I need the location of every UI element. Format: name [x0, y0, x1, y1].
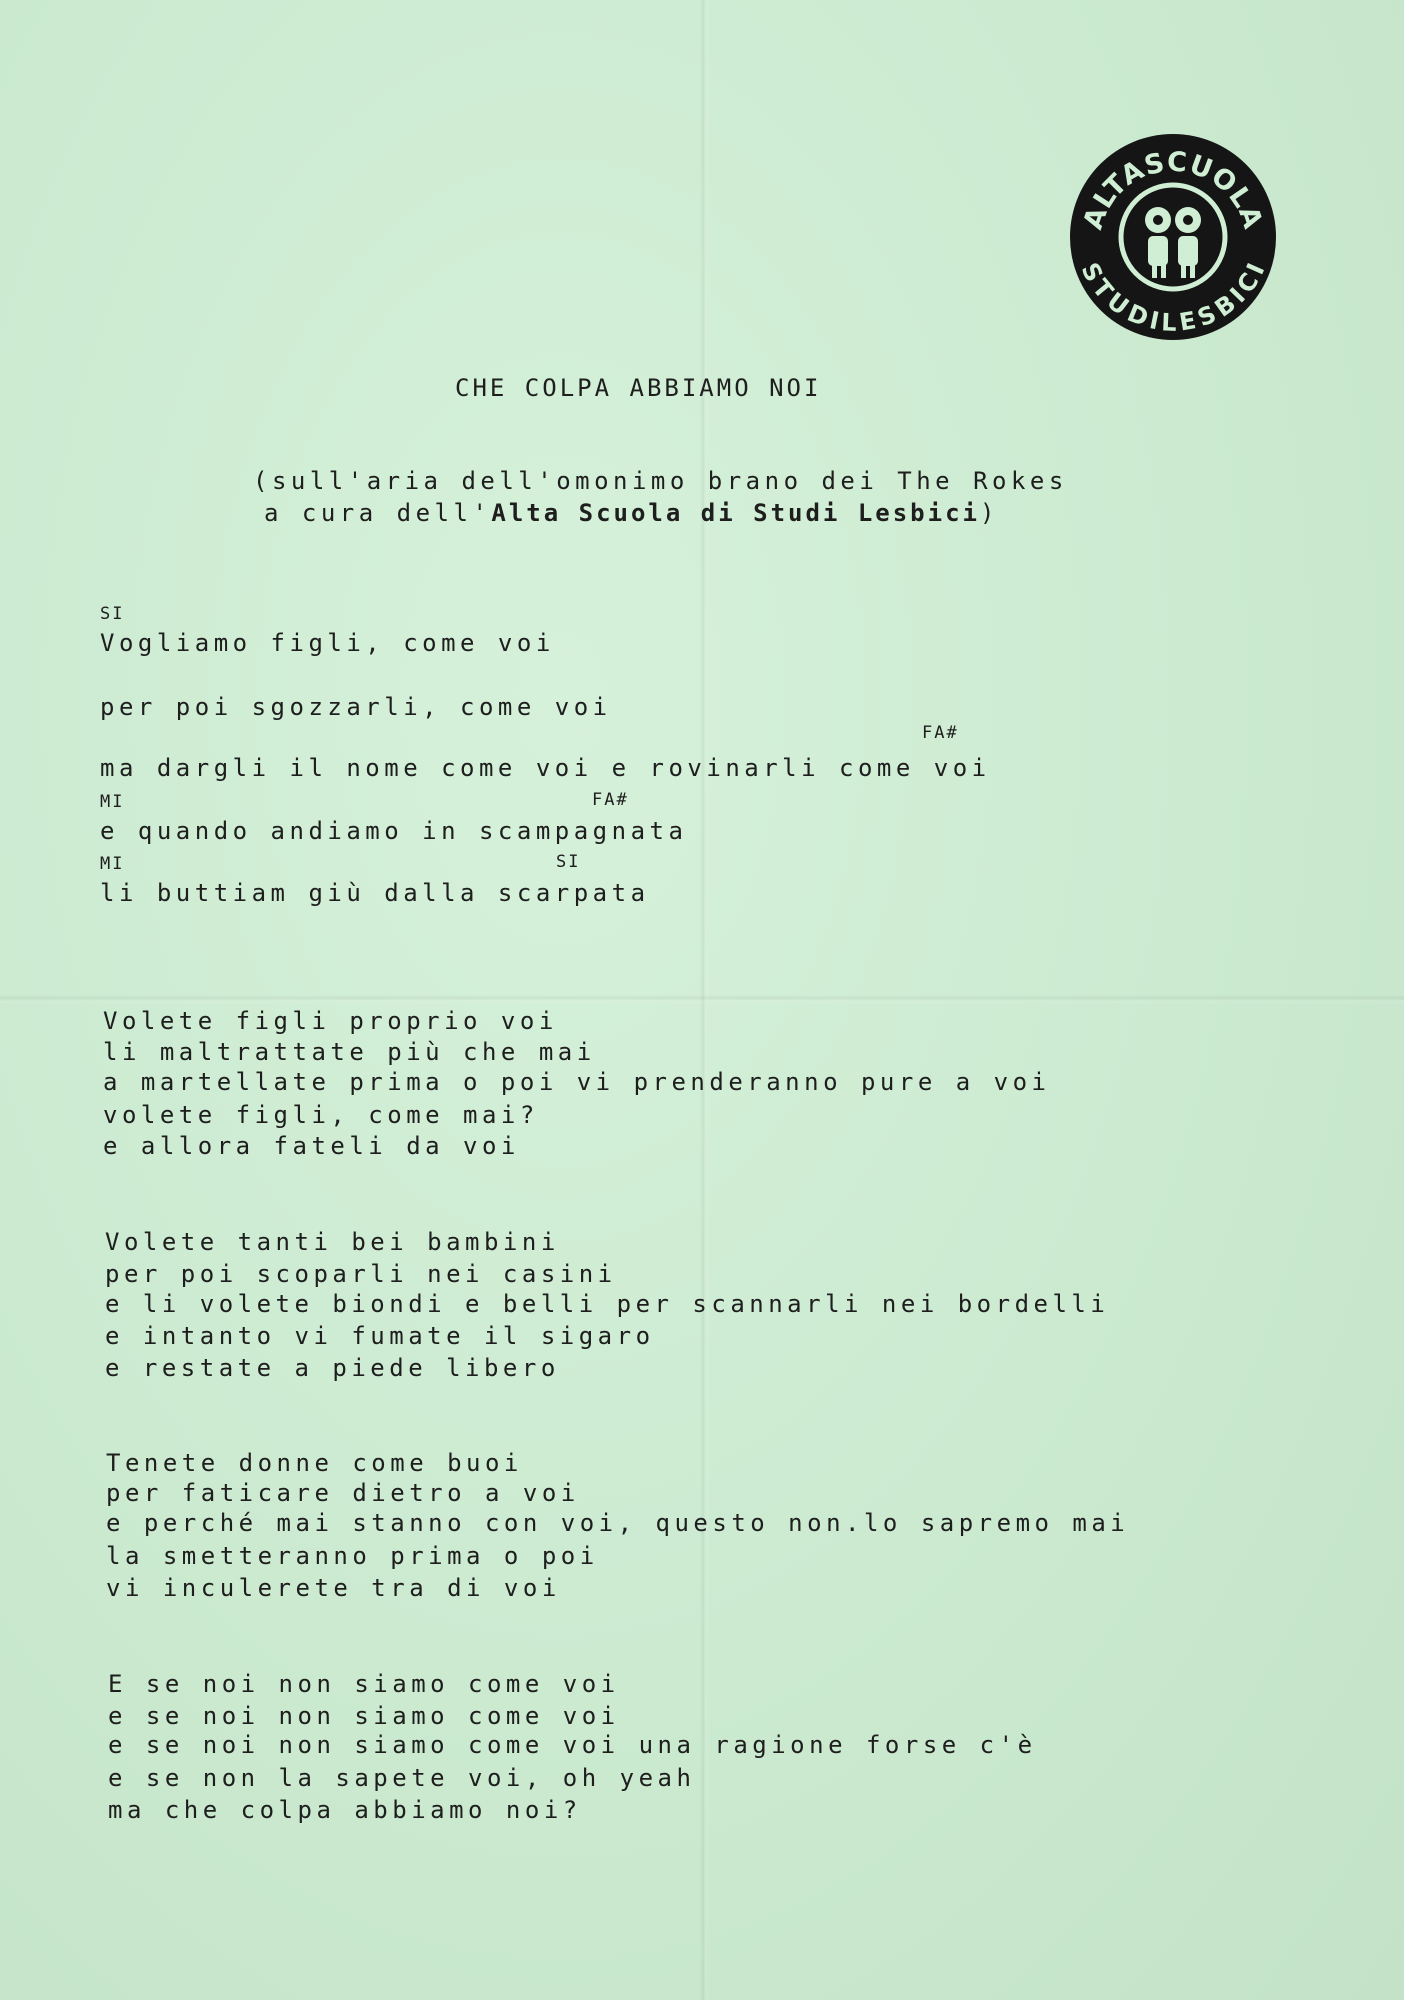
- verse1-line-4: e quando andiamo in scampagnata: [100, 817, 688, 845]
- verse2-line-3: a martellate prima o poi vi prenderanno pure a voi: [103, 1068, 1051, 1096]
- verse3-line-5: e restate a piede libero: [105, 1354, 560, 1382]
- chord-fa-sharp: FA#: [592, 790, 629, 810]
- verse1-line-2: per poi sgozzarli, come voi: [100, 693, 612, 721]
- chord-si: SI: [556, 852, 581, 872]
- verse3-line-2: per poi scoparli nei casini: [105, 1260, 617, 1288]
- verse5-line-2: e se noi non siamo come voi: [108, 1702, 620, 1730]
- verse1-line-1: Vogliamo figli, come voi: [100, 629, 555, 657]
- verse5-line-3: e se noi non siamo come voi una ragione forse c'è: [108, 1731, 1037, 1759]
- verse3-line-1: Volete tanti bei bambini: [105, 1228, 560, 1256]
- verse4-line-4: la smetteranno prima o poi: [106, 1542, 599, 1570]
- verse5-line-5: ma che colpa abbiamo noi?: [108, 1796, 582, 1824]
- verse1-line-5: li buttiam giù dalla scarpata: [100, 879, 650, 907]
- verse2-line-1: Volete figli proprio voi: [103, 1007, 558, 1035]
- chord-fa-sharp: FA#: [922, 723, 959, 743]
- svg-text:STUDILESBICI: STUDILESBICI: [1075, 258, 1271, 337]
- verse1-line-3: ma dargli il nome come voi e rovinarli come voi: [100, 754, 991, 782]
- verse4-line-3: e perché mai stanno con voi, questo non.lo sapremo mai: [106, 1509, 1130, 1537]
- subtitle-line-2: a cura dell'Alta Scuola di Studi Lesbici): [264, 499, 999, 527]
- verse3-line-3: e li volete biondi e belli per scannarli nei bordelli: [105, 1290, 1110, 1318]
- chord-mi: MI: [100, 792, 125, 812]
- verse3-line-4: e intanto vi fumate il sigaro: [105, 1322, 655, 1350]
- alta-scuola-seal-logo: [1068, 132, 1278, 342]
- verse2-line-2: li maltrattate più che mai: [103, 1038, 596, 1066]
- verse2-line-4: volete figli, come mai?: [103, 1101, 539, 1129]
- verse5-line-4: e se non la sapete voi, oh yeah: [108, 1764, 696, 1792]
- song-title: CHE COLPA ABBIAMO NOI: [455, 374, 822, 402]
- verse4-line-1: Tenete donne come buoi: [106, 1449, 523, 1477]
- verse5-line-1: E se noi non siamo come voi: [108, 1670, 620, 1698]
- chord-si: SI: [100, 604, 125, 624]
- chord-mi: MI: [100, 854, 125, 874]
- subtitle-author: Alta Scuola di Studi Lesbici: [491, 499, 980, 527]
- subtitle-line-1: (sull'aria dell'omonimo brano dei The Rokes: [253, 467, 1068, 495]
- svg-text:ALTASCUOLA: ALTASCUOLA: [1077, 146, 1269, 234]
- verse2-line-5: e allora fateli da voi: [103, 1132, 520, 1160]
- verse4-line-5: vi inculerete tra di voi: [106, 1574, 561, 1602]
- verse4-line-2: per faticare dietro a voi: [106, 1479, 580, 1507]
